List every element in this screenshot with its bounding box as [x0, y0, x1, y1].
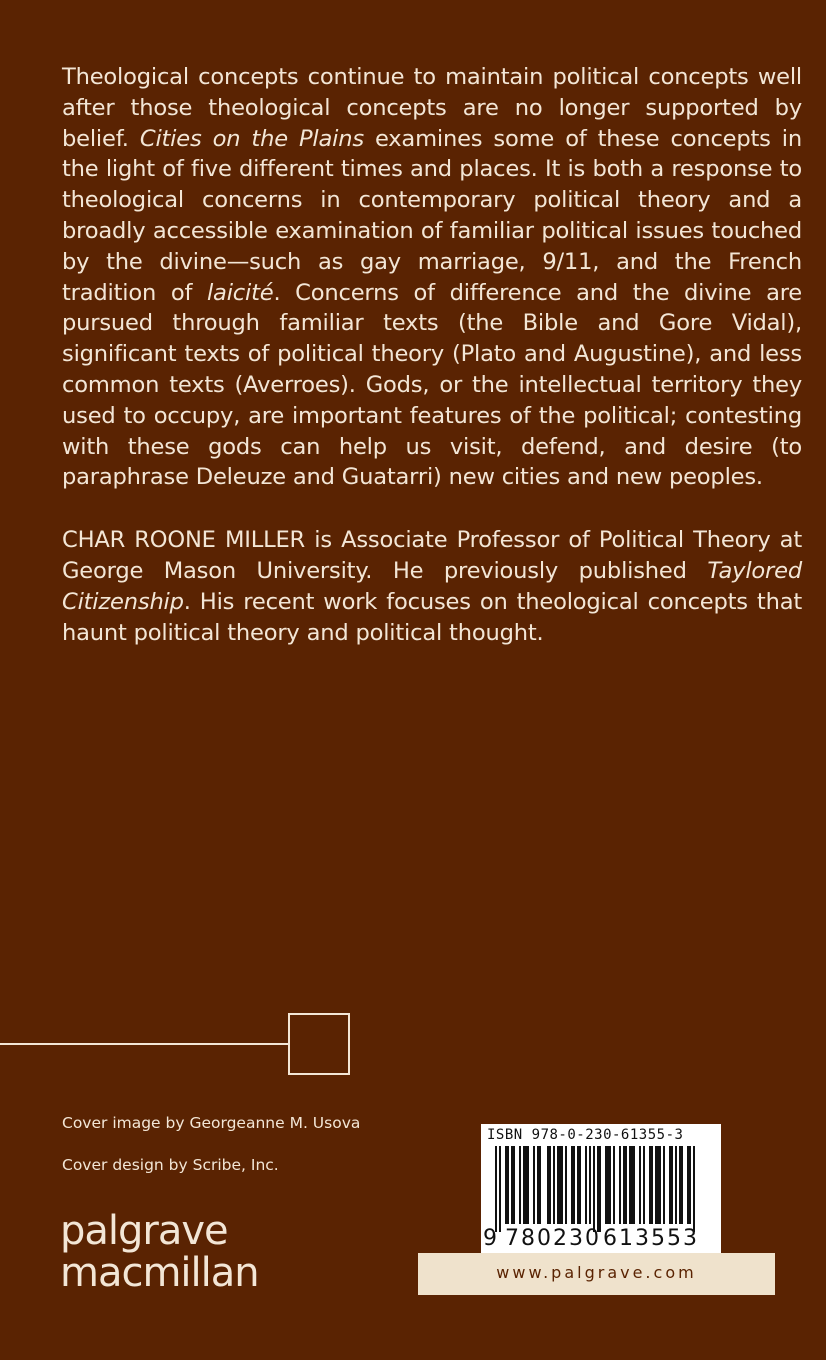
barcode-bar: [573, 1146, 575, 1224]
barcode-bar: [525, 1146, 527, 1224]
barcode-bar: [659, 1146, 661, 1224]
barcode-bar: [643, 1146, 645, 1224]
barcode-bar: [669, 1146, 671, 1224]
barcode-bar: [649, 1146, 651, 1224]
barcode-bar: [579, 1146, 581, 1224]
barcode-bar: [609, 1146, 611, 1224]
barcode-bar: [605, 1146, 607, 1224]
barcode-bar: [547, 1146, 549, 1224]
barcode-bar: [495, 1146, 497, 1232]
barcode-bar: [693, 1146, 695, 1232]
term-italic: laicité: [206, 279, 274, 306]
decorative-line: [0, 1043, 288, 1045]
barcode-bar: [499, 1146, 501, 1232]
isbn-label: ISBN 978-0-230-61355-3: [487, 1127, 684, 1143]
barcode-bar: [599, 1146, 601, 1232]
barcode-bar: [671, 1146, 673, 1224]
barcode-bar: [559, 1146, 561, 1224]
barcode-bar: [527, 1146, 529, 1224]
author-bio-paragraph: [62, 525, 802, 648]
book-title-italic: Cities on the Plains: [139, 125, 364, 152]
barcode-bars: [495, 1146, 707, 1232]
barcode-bar: [639, 1146, 641, 1224]
barcode-bar: [631, 1146, 633, 1224]
barcode-bar: [625, 1146, 627, 1224]
barcode-bar: [619, 1146, 621, 1224]
description-text: examines some of these concepts in the light of five different times and places. It is both a response to theological concerns in contemporary political theory and a broadly accessible examination of familiar political issues touched by the divine—such as gay marriage, 9/11, and the French tradition of: [62, 125, 803, 306]
barcode-bar: [589, 1146, 591, 1224]
author-bio-text: CHAR ROONE MILLER is Associate Professor of Political Theory at George Mason University. He previously published: [62, 527, 802, 584]
barcode-bar: [597, 1146, 599, 1232]
barcode-bar: [655, 1146, 657, 1224]
barcode-bar: [629, 1146, 631, 1224]
barcode-bar: [663, 1146, 665, 1224]
previous-book-title-italic: Taylored Citizenship: [62, 557, 802, 615]
barcode-bar: [623, 1146, 625, 1224]
barcode-bar: [657, 1146, 659, 1224]
barcode-bar: [577, 1146, 579, 1224]
barcode-bar: [565, 1146, 567, 1224]
isbn-barcode: [481, 1124, 721, 1254]
barcode-bar: [633, 1146, 635, 1224]
back-cover-blurb: [62, 62, 802, 648]
publisher-logo: [60, 1210, 259, 1294]
description-paragraph: [62, 62, 802, 493]
barcode-bar: [553, 1146, 555, 1224]
barcode-bar: [513, 1146, 515, 1224]
barcode-bar: [505, 1146, 507, 1224]
barcode-bar: [511, 1146, 513, 1224]
publisher-logo-line1: palgrave: [60, 1208, 228, 1254]
barcode-bar: [549, 1146, 551, 1224]
barcode-bar: [539, 1146, 541, 1224]
barcode-bar: [681, 1146, 683, 1224]
cover-design-credit: Cover design by Scribe, Inc.: [62, 1156, 279, 1174]
barcode-bar: [679, 1146, 681, 1224]
cover-image-credit: Cover image by Georgeanne M. Usova: [62, 1114, 361, 1132]
barcode-bar: [593, 1146, 595, 1232]
barcode-bar: [523, 1146, 525, 1224]
description-text: Theological concepts continue to maintain political concepts well after those theological concepts are no longer supported by belief.: [62, 64, 802, 152]
barcode-bar: [613, 1146, 615, 1224]
author-bio-text: . His recent work focuses on theological concepts that haunt political theory and political thought.: [62, 588, 802, 646]
publisher-website: www.palgrave.com: [496, 1263, 697, 1282]
barcode-bar: [571, 1146, 573, 1224]
barcode-digit-group-2: 613553: [603, 1226, 699, 1251]
barcode-bar: [533, 1146, 535, 1224]
barcode-bar: [687, 1146, 689, 1224]
barcode-bar: [675, 1146, 677, 1224]
description-text: . Concerns of difference and the divine are pursued through familiar texts (the Bible and Gore Vidal), significant texts of political theory (Plato and Augustine), and less common texts (Averroes). Gods, or the intellectual territory they used to occupy, are important features of the political; contesting with these gods can help us visit, defend, and desire (to paraphrase Deleuze and Guatarri) new cities and new peoples.: [62, 279, 803, 491]
barcode-bar: [557, 1146, 559, 1224]
barcode-bar: [607, 1146, 609, 1224]
barcode-bar: [651, 1146, 653, 1224]
barcode-digit-group-1: 780230: [505, 1226, 601, 1251]
barcode-bar: [561, 1146, 563, 1224]
decorative-square: [288, 1013, 350, 1075]
publisher-logo-line2: macmillan: [60, 1250, 259, 1296]
barcode-lead-digit: 9: [483, 1226, 499, 1251]
barcode-bar: [537, 1146, 539, 1224]
barcode-bar: [519, 1146, 521, 1224]
barcode-bar: [507, 1146, 509, 1224]
website-band: [418, 1253, 775, 1295]
barcode-bar: [689, 1146, 691, 1224]
barcode-bar: [585, 1146, 587, 1224]
